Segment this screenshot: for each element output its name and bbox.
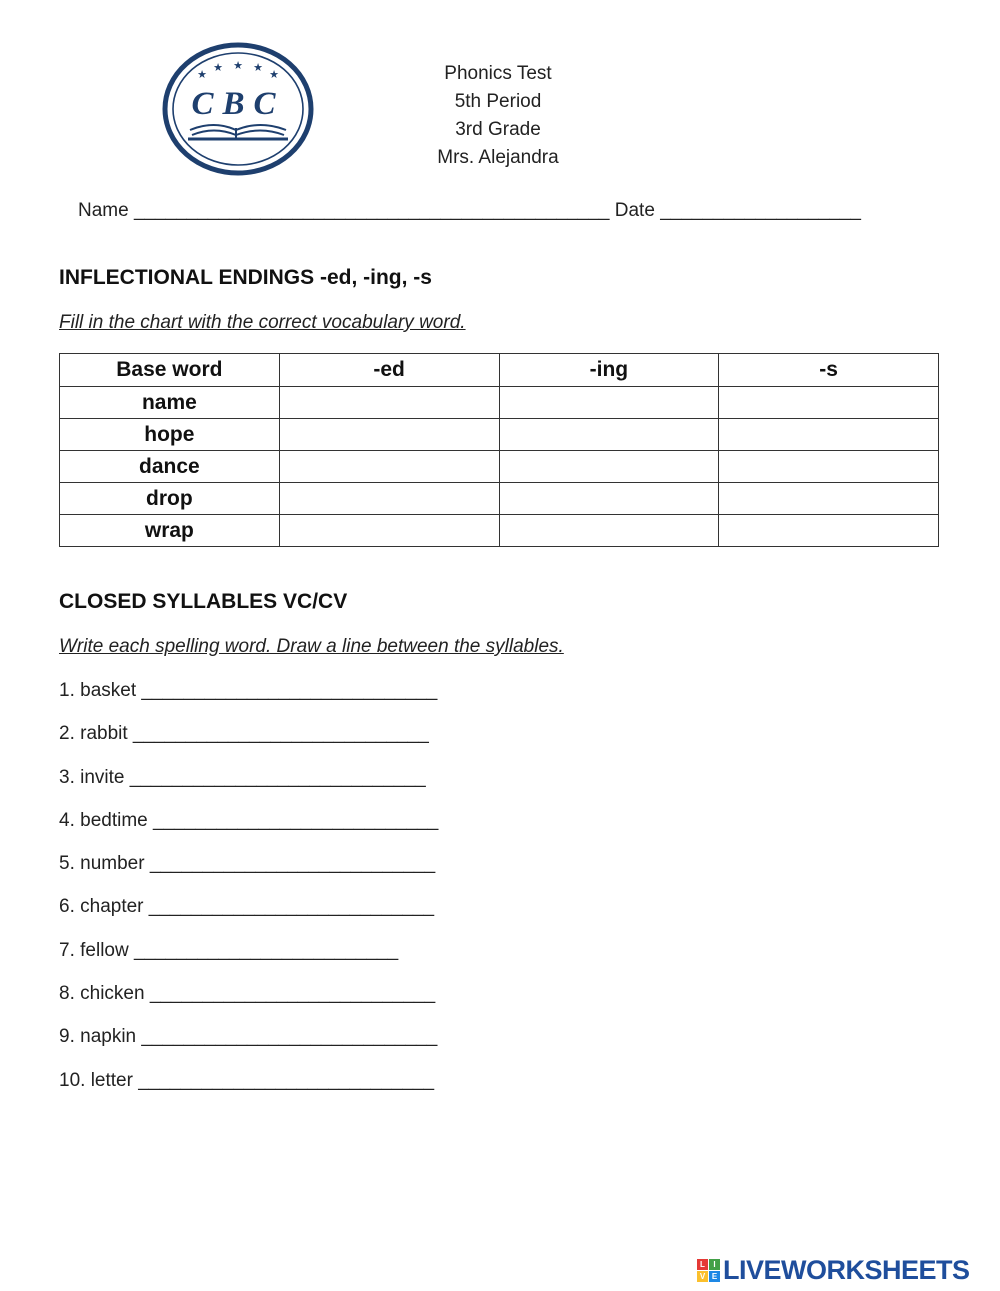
answer-cell-ed[interactable]	[279, 451, 499, 483]
answer-cell-ed[interactable]	[279, 387, 499, 419]
badge-letter: I	[709, 1259, 720, 1270]
date-field[interactable]: ___________________	[660, 200, 861, 221]
spelling-list	[59, 678, 438, 1111]
liveworksheets-brand	[697, 1253, 970, 1287]
answer-cell-s[interactable]	[719, 483, 939, 515]
section-instruction-chart: Fill in the chart with the correct vocabulary word.	[59, 312, 466, 333]
table-row	[60, 483, 939, 515]
base-word-cell: wrap	[60, 515, 280, 547]
header-s: -s	[719, 354, 939, 387]
list-item[interactable]: 9. napkin ____________________________	[59, 1026, 438, 1048]
svg-text:★: ★	[213, 61, 223, 74]
svg-text:★: ★	[197, 68, 207, 81]
date-label: Date	[614, 200, 655, 221]
answer-cell-ing[interactable]	[499, 419, 719, 451]
name-label: Name	[78, 200, 129, 221]
list-item[interactable]: 10. letter ____________________________	[59, 1069, 435, 1091]
list-item[interactable]: 2. rabbit ____________________________	[59, 723, 429, 745]
test-teacher: Mrs. Alejandra	[437, 147, 559, 168]
list-item[interactable]: 1. basket ____________________________	[59, 680, 438, 701]
table-row	[60, 515, 939, 547]
test-title: Phonics Test	[444, 63, 552, 84]
school-logo	[162, 42, 314, 176]
section-title-closed-syllables: CLOSED SYLLABLES VC/CV	[59, 590, 348, 613]
table-row	[60, 419, 939, 451]
table-row	[60, 387, 939, 419]
inflectional-chart	[59, 353, 939, 547]
name-field[interactable]: _____________________________________________	[133, 200, 610, 221]
answer-cell-ed[interactable]	[279, 515, 499, 547]
list-item[interactable]: 4. bedtime ___________________________	[59, 809, 439, 831]
header-ed: -ed	[279, 354, 499, 387]
list-item[interactable]: 7. fellow _________________________	[59, 939, 399, 961]
badge-letter: E	[709, 1271, 720, 1282]
answer-cell-ing[interactable]	[499, 515, 719, 547]
answer-cell-ing[interactable]	[499, 451, 719, 483]
base-word-cell: hope	[60, 419, 280, 451]
base-word-cell: name	[60, 387, 280, 419]
test-header	[398, 60, 598, 172]
list-item[interactable]: 6. chapter ___________________________	[59, 896, 435, 918]
list-item[interactable]: 5. number ___________________________	[59, 853, 436, 875]
badge-letter: V	[697, 1271, 708, 1282]
answer-cell-ed[interactable]	[279, 419, 499, 451]
section-instruction-spelling: Write each spelling word. Draw a line between the syllables.	[59, 636, 564, 657]
answer-cell-s[interactable]	[719, 419, 939, 451]
base-word-cell: dance	[60, 451, 280, 483]
logo-text: CBC	[191, 86, 285, 122]
svg-text:★: ★	[233, 59, 243, 72]
header-base-word: Base word	[60, 354, 280, 387]
answer-cell-ing[interactable]	[499, 483, 719, 515]
answer-cell-ed[interactable]	[279, 483, 499, 515]
test-grade: 3rd Grade	[455, 119, 541, 140]
answer-cell-ing[interactable]	[499, 387, 719, 419]
answer-cell-s[interactable]	[719, 451, 939, 483]
test-period: 5th Period	[454, 91, 542, 112]
list-item[interactable]: 3. invite ____________________________	[59, 766, 426, 788]
section-title-inflectional: INFLECTIONAL ENDINGS -ed, -ing, -s	[59, 266, 432, 289]
brand-badge-icon	[697, 1259, 720, 1282]
list-item[interactable]: 8. chicken ___________________________	[59, 983, 436, 1005]
chart-header-row	[60, 354, 939, 387]
svg-text:★: ★	[253, 61, 263, 74]
student-info-row	[78, 200, 861, 222]
svg-text:★: ★	[269, 68, 279, 81]
table-row	[60, 451, 939, 483]
answer-cell-s[interactable]	[719, 387, 939, 419]
badge-letter: L	[697, 1259, 708, 1270]
answer-cell-s[interactable]	[719, 515, 939, 547]
header-ing: -ing	[499, 354, 719, 387]
base-word-cell: drop	[60, 483, 280, 515]
brand-text: LIVEWORKSHEETS	[723, 1254, 970, 1285]
